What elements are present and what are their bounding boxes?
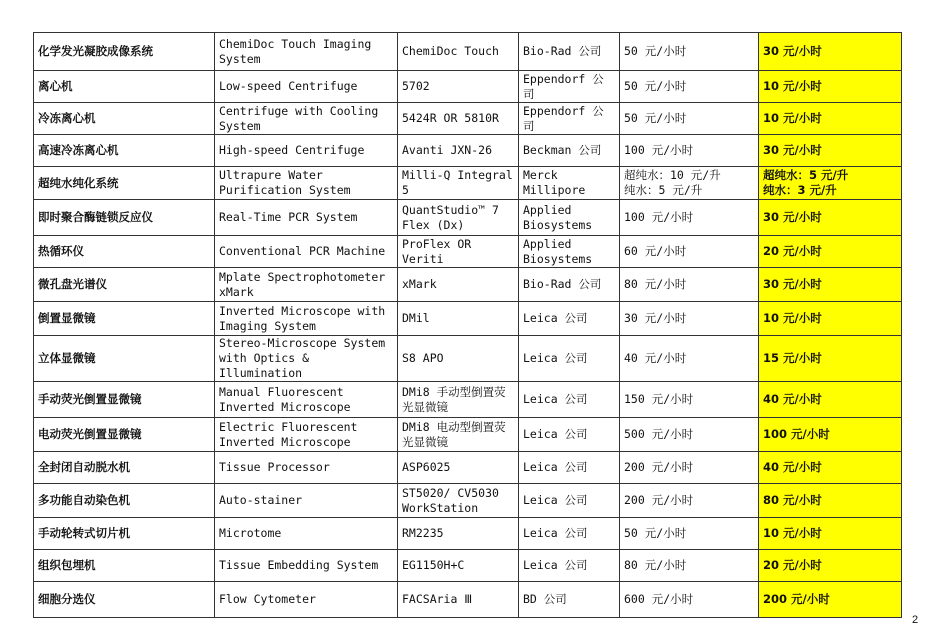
brand: Beckman 公司 bbox=[519, 135, 620, 167]
table-row bbox=[34, 518, 902, 550]
table-row bbox=[34, 484, 902, 518]
original-price: 150 元/小时 bbox=[620, 382, 759, 418]
equipment-price-table bbox=[33, 32, 902, 618]
model: ChemiDoc Touch bbox=[398, 33, 519, 71]
original-price: 50 元/小时 bbox=[620, 103, 759, 135]
brand: Merck Millipore bbox=[519, 167, 620, 200]
equipment-name: 高速冷冻离心机 bbox=[34, 135, 215, 167]
model: FACSAria Ⅲ bbox=[398, 582, 519, 618]
table-row bbox=[34, 302, 902, 336]
brand: Eppendorf 公司 bbox=[519, 103, 620, 135]
original-price: 600 元/小时 bbox=[620, 582, 759, 618]
brand: Leica 公司 bbox=[519, 336, 620, 382]
table-row bbox=[34, 418, 902, 452]
equipment-name: 组织包埋机 bbox=[34, 550, 215, 582]
original-price: 200 元/小时 bbox=[620, 452, 759, 484]
model: xMark bbox=[398, 268, 519, 302]
discount-price: 80 元/小时 bbox=[759, 484, 902, 518]
table-row bbox=[34, 236, 902, 268]
discount-price: 超纯水：5 元/升 纯水：3 元/升 bbox=[759, 167, 902, 200]
equipment-name: 多功能自动染色机 bbox=[34, 484, 215, 518]
model: ProFlex OR Veriti bbox=[398, 236, 519, 268]
equipment-name: 离心机 bbox=[34, 71, 215, 103]
equipment-name: 即时聚合酶链锁反应仪 bbox=[34, 200, 215, 236]
original-price: 200 元/小时 bbox=[620, 484, 759, 518]
english-name: Microtome bbox=[215, 518, 398, 550]
english-name: Tissue Embedding System bbox=[215, 550, 398, 582]
discount-price: 20 元/小时 bbox=[759, 236, 902, 268]
brand: Applied Biosystems bbox=[519, 236, 620, 268]
table-row bbox=[34, 382, 902, 418]
original-price: 100 元/小时 bbox=[620, 200, 759, 236]
table-row bbox=[34, 135, 902, 167]
english-name: Manual Fluorescent Inverted Microscope bbox=[215, 382, 398, 418]
english-name: Centrifuge with Cooling System bbox=[215, 103, 398, 135]
original-price: 100 元/小时 bbox=[620, 135, 759, 167]
equipment-name: 电动荧光倒置显微镜 bbox=[34, 418, 215, 452]
model: 5702 bbox=[398, 71, 519, 103]
discount-price: 30 元/小时 bbox=[759, 33, 902, 71]
model: QuantStudio™ 7 Flex (Dx) bbox=[398, 200, 519, 236]
equipment-name: 倒置显微镜 bbox=[34, 302, 215, 336]
original-price: 50 元/小时 bbox=[620, 71, 759, 103]
discount-price: 100 元/小时 bbox=[759, 418, 902, 452]
brand: Applied Biosystems bbox=[519, 200, 620, 236]
original-price: 60 元/小时 bbox=[620, 236, 759, 268]
brand: Leica 公司 bbox=[519, 550, 620, 582]
table-row bbox=[34, 452, 902, 484]
equipment-name: 化学发光凝胶成像系统 bbox=[34, 33, 215, 71]
table-row bbox=[34, 336, 902, 382]
english-name: Conventional PCR Machine bbox=[215, 236, 398, 268]
discount-price: 10 元/小时 bbox=[759, 302, 902, 336]
english-name: Tissue Processor bbox=[215, 452, 398, 484]
english-name: Real-Time PCR System bbox=[215, 200, 398, 236]
table-body bbox=[34, 33, 902, 618]
table-row bbox=[34, 103, 902, 135]
original-price: 80 元/小时 bbox=[620, 268, 759, 302]
equipment-name: 手动荧光倒置显微镜 bbox=[34, 382, 215, 418]
discount-price: 30 元/小时 bbox=[759, 268, 902, 302]
english-name: Inverted Microscope with Imaging System bbox=[215, 302, 398, 336]
model: Avanti JXN-26 bbox=[398, 135, 519, 167]
model: ST5020/ CV5030 WorkStation bbox=[398, 484, 519, 518]
model: EG1150H+C bbox=[398, 550, 519, 582]
model: DMi8 电动型倒置荧光显微镜 bbox=[398, 418, 519, 452]
model: DMil bbox=[398, 302, 519, 336]
english-name: Electric Fluorescent Inverted Microscope bbox=[215, 418, 398, 452]
table-row bbox=[34, 167, 902, 200]
original-price: 500 元/小时 bbox=[620, 418, 759, 452]
discount-price: 40 元/小时 bbox=[759, 452, 902, 484]
english-name: Flow Cytometer bbox=[215, 582, 398, 618]
brand: Leica 公司 bbox=[519, 382, 620, 418]
table-row bbox=[34, 33, 902, 71]
equipment-name: 全封闭自动脱水机 bbox=[34, 452, 215, 484]
discount-price: 200 元/小时 bbox=[759, 582, 902, 618]
english-name: Auto-stainer bbox=[215, 484, 398, 518]
discount-price: 40 元/小时 bbox=[759, 382, 902, 418]
equipment-name: 超纯水纯化系统 bbox=[34, 167, 215, 200]
english-name: ChemiDoc Touch Imaging System bbox=[215, 33, 398, 71]
discount-price: 10 元/小时 bbox=[759, 103, 902, 135]
equipment-name: 立体显微镜 bbox=[34, 336, 215, 382]
original-price: 超纯水：10 元/升 纯水：5 元/升 bbox=[620, 167, 759, 200]
equipment-name: 微孔盘光谱仪 bbox=[34, 268, 215, 302]
equipment-name: 细胞分选仪 bbox=[34, 582, 215, 618]
original-price: 50 元/小时 bbox=[620, 518, 759, 550]
discount-price: 10 元/小时 bbox=[759, 71, 902, 103]
original-price: 50 元/小时 bbox=[620, 33, 759, 71]
table-row bbox=[34, 550, 902, 582]
brand: Bio-Rad 公司 bbox=[519, 268, 620, 302]
brand: Leica 公司 bbox=[519, 452, 620, 484]
equipment-name: 手动轮转式切片机 bbox=[34, 518, 215, 550]
english-name: Stereo-Microscope System with Optics & Illumination bbox=[215, 336, 398, 382]
brand: BD 公司 bbox=[519, 582, 620, 618]
discount-price: 30 元/小时 bbox=[759, 200, 902, 236]
discount-price: 30 元/小时 bbox=[759, 135, 902, 167]
model: Milli-Q Integral 5 bbox=[398, 167, 519, 200]
brand: Leica 公司 bbox=[519, 518, 620, 550]
model: ASP6025 bbox=[398, 452, 519, 484]
brand: Leica 公司 bbox=[519, 484, 620, 518]
discount-price: 15 元/小时 bbox=[759, 336, 902, 382]
original-price: 30 元/小时 bbox=[620, 302, 759, 336]
english-name: Ultrapure Water Purification System bbox=[215, 167, 398, 200]
original-price: 80 元/小时 bbox=[620, 550, 759, 582]
original-price: 40 元/小时 bbox=[620, 336, 759, 382]
equipment-name: 冷冻离心机 bbox=[34, 103, 215, 135]
discount-price: 20 元/小时 bbox=[759, 550, 902, 582]
brand: Leica 公司 bbox=[519, 418, 620, 452]
english-name: High-speed Centrifuge bbox=[215, 135, 398, 167]
table-row bbox=[34, 582, 902, 618]
table-row bbox=[34, 200, 902, 236]
brand: Eppendorf 公司 bbox=[519, 71, 620, 103]
brand: Bio-Rad 公司 bbox=[519, 33, 620, 71]
model: S8 APO bbox=[398, 336, 519, 382]
discount-price: 10 元/小时 bbox=[759, 518, 902, 550]
english-name: Low-speed Centrifuge bbox=[215, 71, 398, 103]
table-row bbox=[34, 71, 902, 103]
model: RM2235 bbox=[398, 518, 519, 550]
page-number: 2 bbox=[912, 614, 919, 626]
english-name: Mplate Spectrophotometer xMark bbox=[215, 268, 398, 302]
table-row bbox=[34, 268, 902, 302]
equipment-name: 热循环仪 bbox=[34, 236, 215, 268]
model: DMi8 手动型倒置荧光显微镜 bbox=[398, 382, 519, 418]
brand: Leica 公司 bbox=[519, 302, 620, 336]
model: 5424R OR 5810R bbox=[398, 103, 519, 135]
